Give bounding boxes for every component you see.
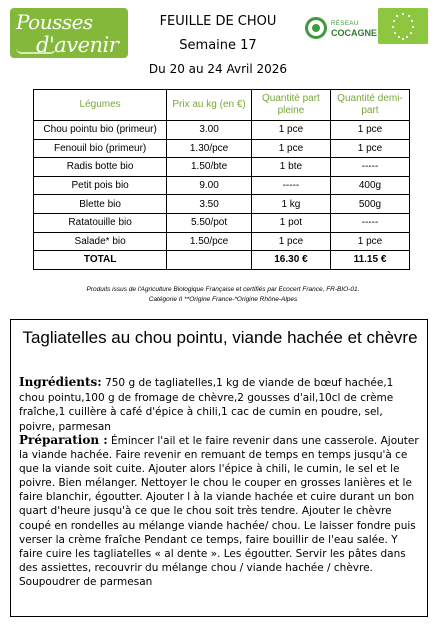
header-price: Prix au kg (en €) xyxy=(167,90,252,121)
eu-organic-leaf-logo xyxy=(378,8,428,44)
total-price-empty xyxy=(167,251,252,270)
header-vegetables: Légumes xyxy=(34,90,167,121)
total-full-share: 16.30 € xyxy=(251,251,330,270)
ingredients-label: Ingrédients: xyxy=(19,375,102,389)
vegetable-name: Petit pois bio xyxy=(34,176,167,195)
half-share-qty: 1 pce xyxy=(330,139,409,158)
vegetable-price: 3.00 xyxy=(167,121,252,140)
vegetable-name: Fenouil bio (primeur) xyxy=(34,139,167,158)
half-share-qty: 1 pce xyxy=(330,232,409,251)
vegetable-price: 5.50/pot xyxy=(167,213,252,232)
full-share-qty: ----- xyxy=(251,176,330,195)
preparation-label: Préparation : xyxy=(19,433,108,447)
certification-footnote xyxy=(18,285,428,305)
vegetable-price: 9.00 xyxy=(167,176,252,195)
total-label: TOTAL xyxy=(34,251,167,270)
table-header-row xyxy=(34,90,410,121)
half-share-qty: 500g xyxy=(330,195,409,214)
full-share-qty: 1 pot xyxy=(251,213,330,232)
logo-line2: d'avenir xyxy=(36,33,119,57)
cocagne-name: COCAGNE xyxy=(331,28,378,38)
cocagne-small-label: RÉSEAU xyxy=(331,21,359,27)
ingredients-text: 750 g de tagliatelles,1 kg de viande de bœuf hachée,1 chou pointu,100 g de fromage de chèvre,2 gousses d'ail,10cl de crème fraîche,1 cuillère à café d'épice à chili,1 cac de cumin en poudre, sel, poivre, parmesan xyxy=(19,377,394,433)
pousses-davenir-logo xyxy=(10,8,128,58)
full-share-qty: 1 bte xyxy=(251,158,330,177)
preparation-text: Émincer l'ail et le faire revenir dans une casserole. Ajouter la viande hachée. Faire revenir en remuant de temps en temps jusqu'à ce que la viande soit cuite. Ajouter alors l'épice à chili, le cumin, le sel et le poivre. Bien mélanger. Nettoyer le chou le couper en grosses lanières et le faire blanchir, égoutter. Ajouter l à la viande hachée et cuire durant un bon quart d'heure jusqu'à ce que le chou soit très tendre. Ajouter le chèvre coupé en rondelles au mélange viande hachée/ chou. Le laisser fondre puis verser la crème fraîche Pendant ce temps, faire bouillir de l'eau salée. Y faire cuire les tagliatelles « al dente ». Les égoutter. Servir les pâtes dans des assiettes, recouvrir du mélange chou / viande hachée / chèvre. Soupoudrer de parmesan xyxy=(19,435,419,588)
vegetable-name: Chou pointu bio (primeur) xyxy=(34,121,167,140)
eu-leaf-icon xyxy=(378,8,428,44)
table-row xyxy=(34,195,410,214)
vegetable-price: 1.50/bte xyxy=(167,158,252,177)
table-row xyxy=(34,121,410,140)
table-row xyxy=(34,176,410,195)
half-share-qty: ----- xyxy=(330,213,409,232)
reseau-cocagne-logo xyxy=(303,15,378,45)
vegetable-name: Ratatouille bio xyxy=(34,213,167,232)
vegetable-price: 1.30/pce xyxy=(167,139,252,158)
total-row xyxy=(34,251,410,270)
footnote-line1: Produits issus de l'Agriculture Biologique Française et certifiés par Ecocert France, FR-BIO-01. xyxy=(86,286,360,293)
footnote-line2: Catégorie II **Origine France-*Origine Rhône-Alpes xyxy=(148,296,298,303)
vegetable-name: Salade* bio xyxy=(34,232,167,251)
vegetable-price: 3.50 xyxy=(167,195,252,214)
week-label: Semaine 17 xyxy=(179,38,257,53)
vegetable-price: 1.50/pce xyxy=(167,232,252,251)
half-share-qty: ----- xyxy=(330,158,409,177)
table-row xyxy=(34,232,410,251)
vegetable-name: Blette bio xyxy=(34,195,167,214)
table-row xyxy=(34,139,410,158)
leaf-icon xyxy=(16,48,56,54)
recipe-box xyxy=(10,319,428,617)
logo-line1: Pousses xyxy=(16,10,93,34)
half-share-qty: 1 pce xyxy=(330,121,409,140)
full-share-qty: 1 kg xyxy=(251,195,330,214)
recipe-ingredients xyxy=(19,375,421,434)
half-share-qty: 400g xyxy=(330,176,409,195)
vegetable-name: Radis botte bio xyxy=(34,158,167,177)
date-range: Du 20 au 24 Avril 2026 xyxy=(148,62,288,76)
header-half-share: Quantité demi-part xyxy=(330,90,409,121)
full-share-qty: 1 pce xyxy=(251,232,330,251)
table-row xyxy=(34,213,410,232)
recipe-preparation xyxy=(19,433,421,589)
total-half-share: 11.15 € xyxy=(330,251,409,270)
full-share-qty: 1 pce xyxy=(251,121,330,140)
header-full-share: Quantité part pleine xyxy=(251,90,330,121)
full-share-qty: 1 pce xyxy=(251,139,330,158)
cocagne-ring-icon xyxy=(305,17,327,39)
vegetable-price-table xyxy=(33,89,410,270)
page-title: FEUILLE DE CHOU xyxy=(159,14,277,29)
recipe-title: Tagliatelles au chou pointu, viande hachée et chèvre xyxy=(22,328,418,347)
table-row xyxy=(34,158,410,177)
